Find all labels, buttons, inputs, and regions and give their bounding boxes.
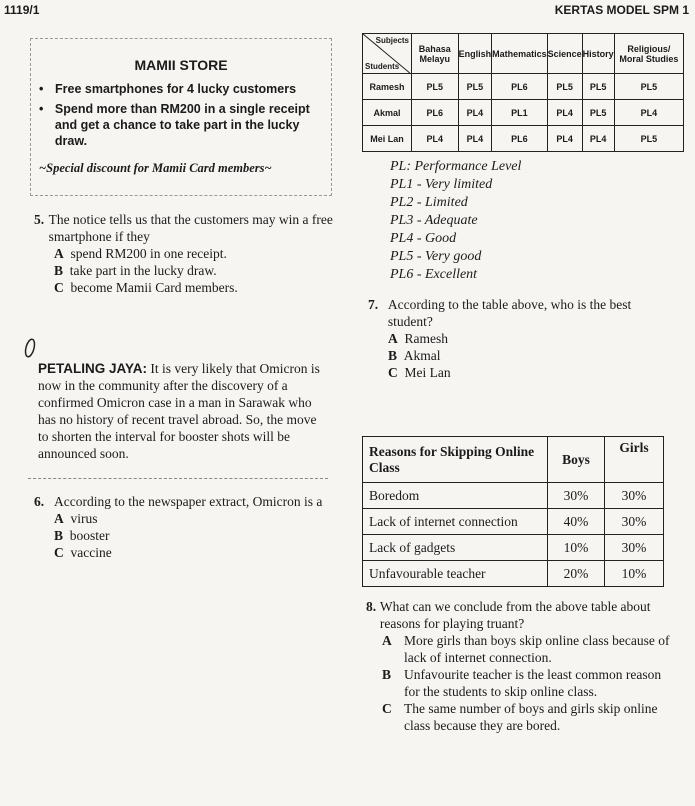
option-a[interactable]: A More girls than boys skip online class because of lack of internet connection. bbox=[382, 633, 670, 665]
page-code: 1119/1 bbox=[4, 3, 40, 17]
bullet-icon: • bbox=[39, 82, 44, 96]
store-bullet: • Free smartphones for 4 lucky customers bbox=[39, 82, 297, 96]
column-header: Girls bbox=[604, 437, 663, 483]
column-header: History bbox=[582, 34, 614, 74]
option-a[interactable]: A spend RM200 in one receipt. bbox=[54, 246, 227, 261]
column-header: Boys bbox=[548, 437, 605, 483]
question-6: 6. According to the newspaper extract, Omicron is a A virus B booster C vaccine bbox=[34, 493, 334, 561]
column-header: Mathematics bbox=[492, 34, 548, 74]
question-5: 5. The notice tells us that the customers may win a free smartphone if they A spend RM200 in one receipt. B take part in the lucky draw. C become Mamii Card members. bbox=[34, 212, 333, 295]
option-b[interactable]: B booster bbox=[54, 528, 110, 543]
bullet-icon: • bbox=[39, 102, 44, 116]
news-extract bbox=[38, 360, 328, 462]
store-notice bbox=[30, 38, 332, 196]
pl-legend: PL: Performance Level PL1 - Very limited PL2 - Limited PL3 - Adequate PL4 - Good PL5 - Very good PL6 - Excellent bbox=[390, 159, 522, 282]
store-bullet: • Spend more than RM200 in a single receipt and get a chance to take part in the lucky draw. bbox=[39, 102, 310, 148]
table-row: Unfavourable teacher 20% 10% bbox=[363, 561, 664, 587]
table-row: Lack of gadgets 10% 30% bbox=[363, 535, 664, 561]
column-header: Reasons for Skipping Online Class bbox=[363, 437, 548, 483]
column-header: Religious/ Moral Studies bbox=[614, 34, 683, 74]
option-c[interactable]: C The same number of boys and girls skip online class because they are bored. bbox=[382, 701, 658, 733]
table-row: Mei Lan PL4 PL4 PL6 PL4 PL4 PL5 bbox=[363, 126, 684, 152]
table-row: Boredom 30% 30% bbox=[363, 483, 664, 509]
performance-table bbox=[362, 33, 684, 152]
column-header: Science bbox=[547, 34, 582, 74]
zero-mark bbox=[22, 336, 42, 360]
option-b[interactable]: B take part in the lucky draw. bbox=[54, 263, 217, 278]
question-7: 7. According to the table above, who is the best student? A Ramesh B Akmal C Mei Lan bbox=[368, 296, 678, 381]
option-a[interactable]: A Ramesh bbox=[388, 331, 448, 346]
news-text: It is very likely that Omicron is now in the community after the discovery of a confirmed Omicron case in a man in Sarawak who has no history of recent travel abroad. So, the move to shorten the interval for booster shots will be announced soon. bbox=[38, 361, 320, 461]
paper-title: KERTAS MODEL SPM 1 bbox=[554, 3, 689, 17]
option-a[interactable]: A virus bbox=[54, 511, 98, 526]
table-row: Akmal PL6 PL4 PL1 PL4 PL5 PL4 bbox=[363, 100, 684, 126]
option-b[interactable]: B Akmal bbox=[388, 348, 441, 363]
table-row: Lack of internet connection 40% 30% bbox=[363, 509, 664, 535]
store-note: ~Special discount for Mamii Card members~ bbox=[39, 161, 272, 175]
option-b[interactable]: B Unfavourite teacher is the least common reason for the students to skip online class. bbox=[382, 667, 662, 699]
column-header: Bahasa Melayu bbox=[412, 34, 459, 74]
option-c[interactable]: C vaccine bbox=[54, 545, 112, 560]
reasons-table bbox=[362, 436, 664, 587]
store-title: MAMII STORE bbox=[134, 57, 228, 73]
table-row: Ramesh PL5 PL5 PL6 PL5 PL5 PL5 bbox=[363, 74, 684, 100]
news-dateline: PETALING JAYA: bbox=[38, 361, 148, 376]
question-8: 8. What can we conclude from the above table about reasons for playing truant? A More girls than boys skip online class because of lack of internet connection. B Unfavourite teacher is the least common reason for the students to skip online class. C The same number of boys and girls skip online class because they are bored. bbox=[366, 599, 670, 733]
corner-cell: Subjects Students bbox=[363, 34, 412, 74]
divider bbox=[28, 478, 328, 479]
column-header: English bbox=[458, 34, 492, 74]
option-c[interactable]: C Mei Lan bbox=[388, 365, 451, 380]
option-c[interactable]: C become Mamii Card members. bbox=[54, 280, 238, 295]
